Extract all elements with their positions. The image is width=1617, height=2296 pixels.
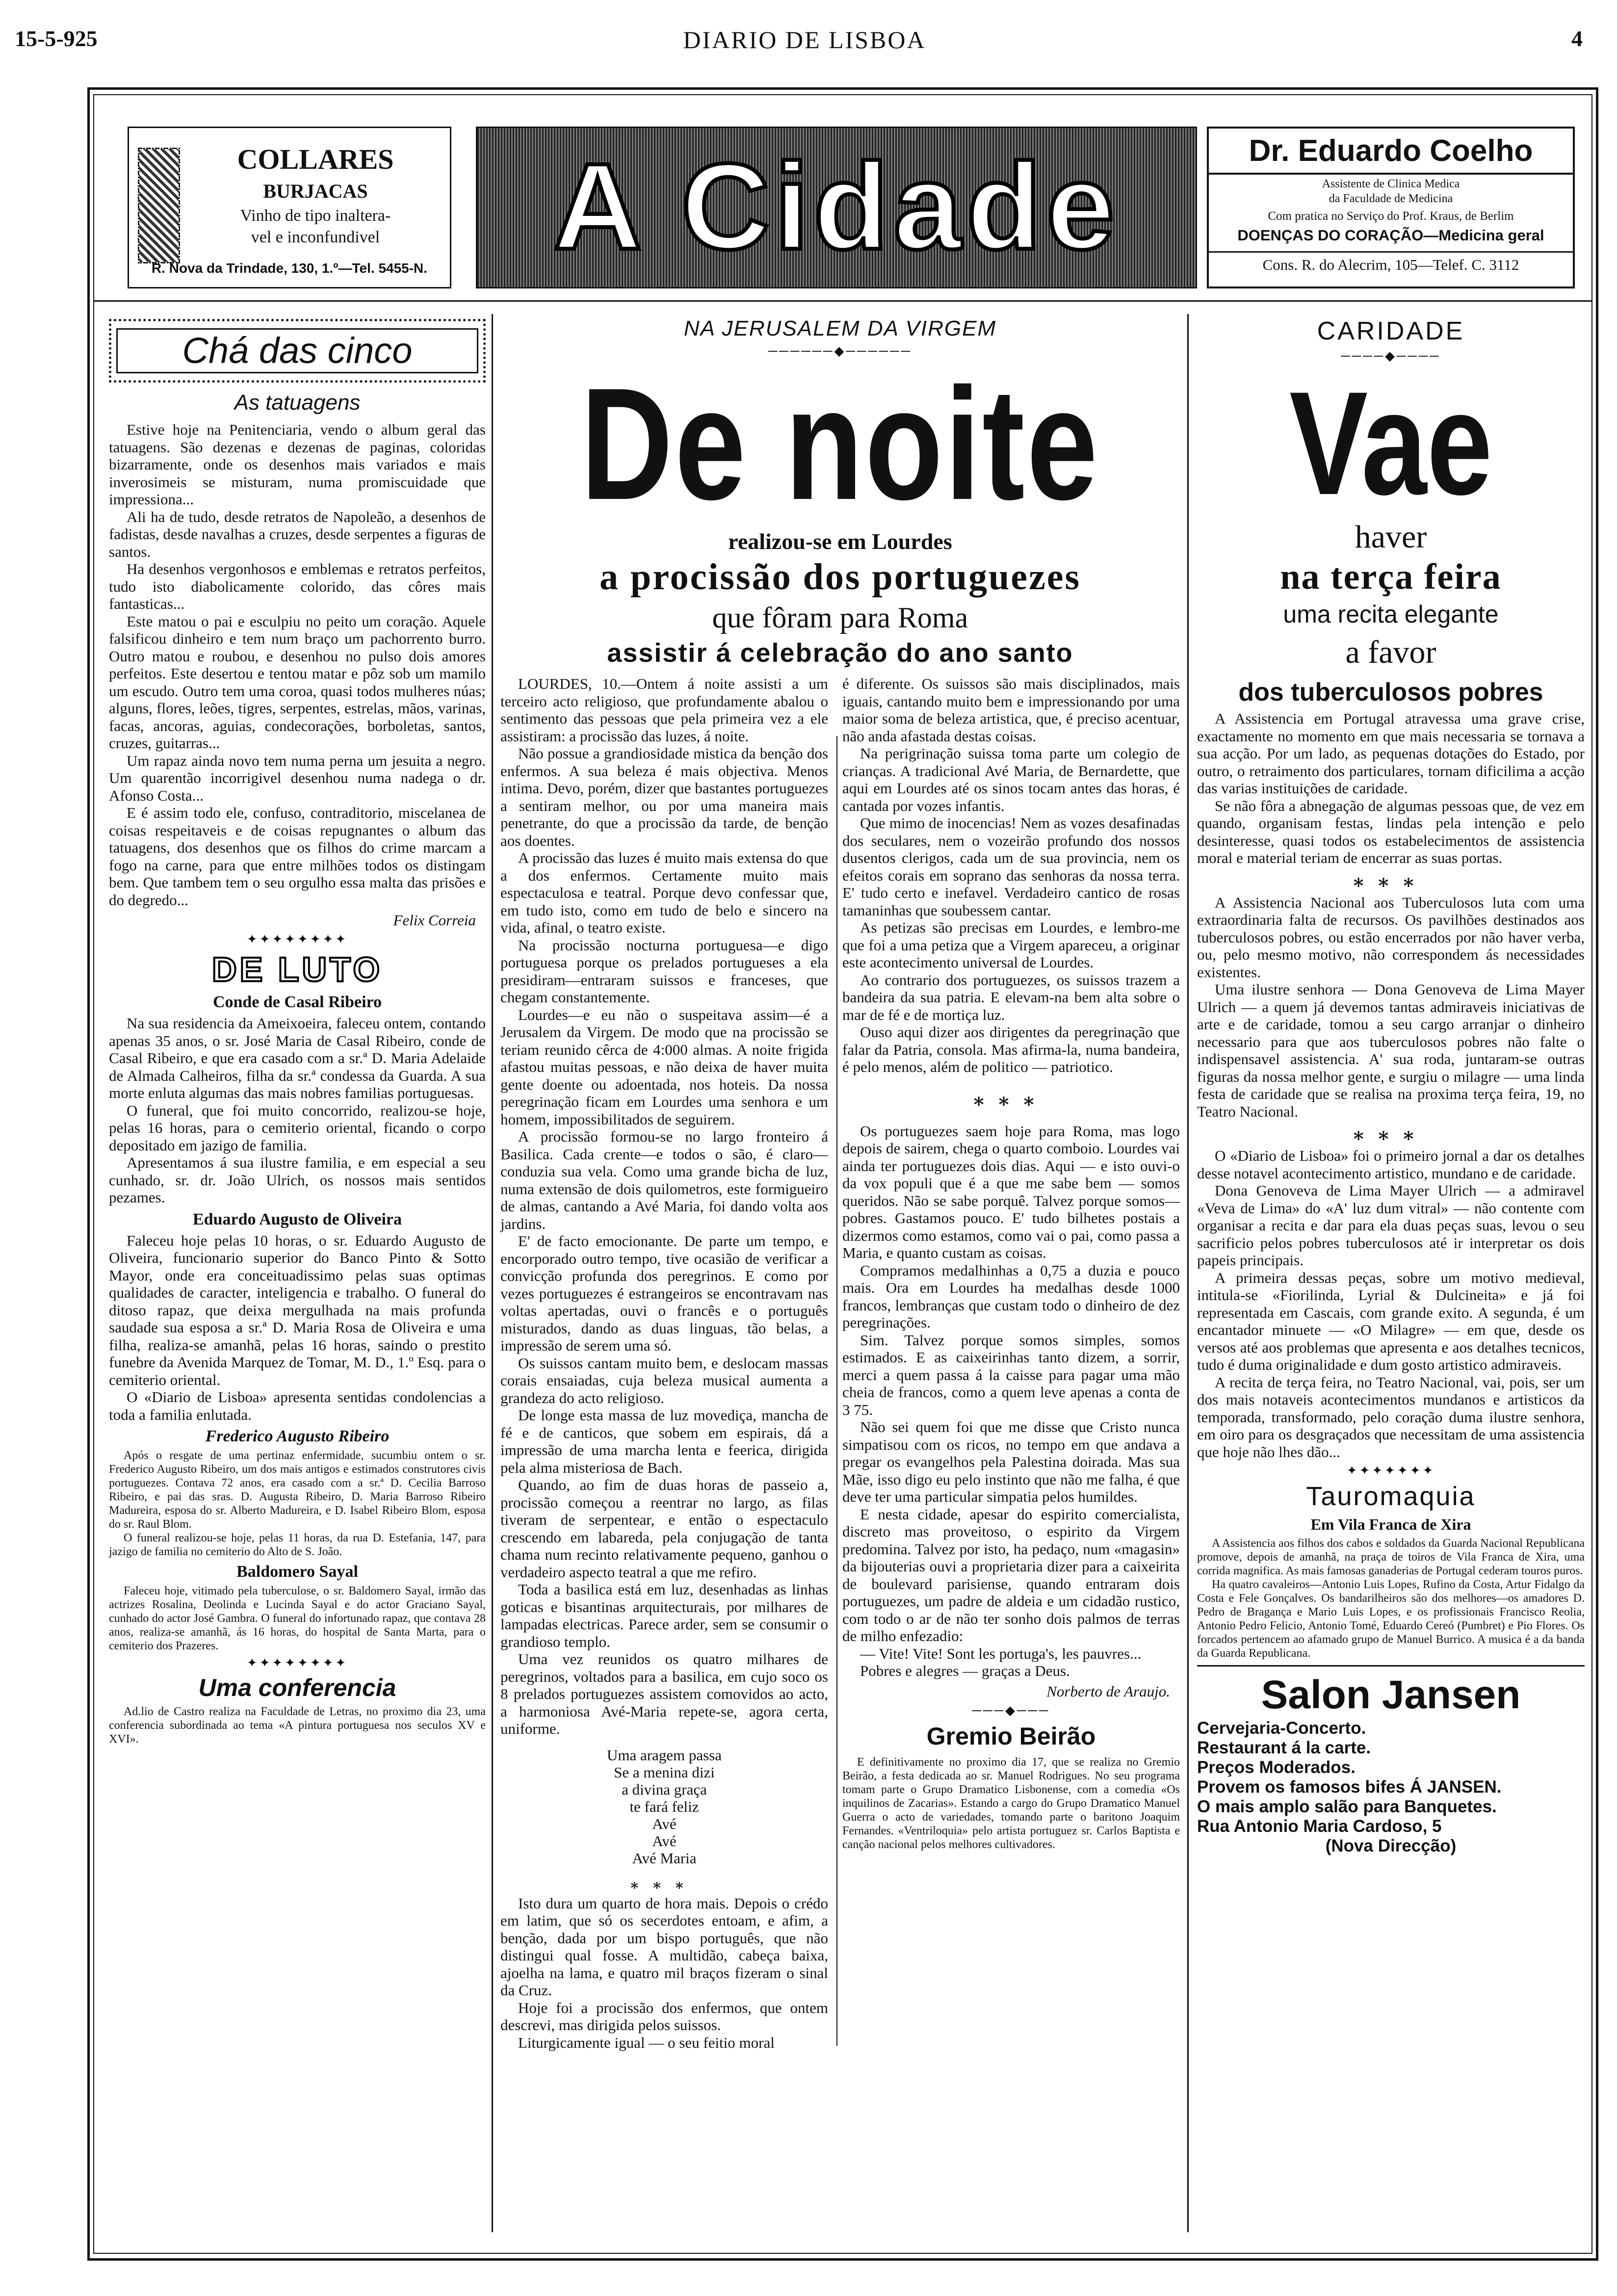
luto-title: DE LUTO [212, 950, 383, 989]
separator: ✦✦✦✦✦✦✦✦ [246, 932, 348, 946]
story-para: Não sei quem foi que me disse que Cristo nunca simpatisou com os ricos, no tempo em que andava a pregar os evangelhos pela Palestina doirada. Mas sua Mãe, isso digo eu pelo instinto que não me falha, é que deve ter uma particular simpatia pelos humildes. [842, 1418, 1180, 1505]
obit2-title: Eduardo Augusto de Oliveira [192, 1210, 402, 1228]
ad-doctor-line1: Assistente de Clinica Medica [1322, 178, 1460, 190]
story-para: E nesta cidade, apesar do espirito comercialista, discreto mas proveitoso, o espirito da Virgem predomina. Talvez por isto, ha pedaço, num «magasin» da bijouterias ouvi a proprietaria dizer para a caixeirita de boulevard parisiense, quando entraram dois portuguezes, um padre de aldeia e um cidadão rustico, com todo o ar de não ter sonho dois palmos de terras de milho enfezadio: [842, 1505, 1180, 1644]
tatuagens-p1: Estive hoje na Penitenciaria, vendo o album geral das tatuagens. São dezenas e dezenas de paginas, coloridas bizarramente, onde os desenhos mais variados e mais inverosimeis se misturam, numa promiscuidade que impressiona... [109, 421, 486, 508]
story-signature: Norberto de Araujo. [1046, 1682, 1170, 1700]
masthead-rule [93, 300, 1592, 302]
separator: ✦✦✦✦✦✦✦✦ [246, 1656, 348, 1670]
story-para: De longe esta massa de luz movediça, mancha de fé e de canticos, que sobem em espirais, dá a impressão de uma marcha lenta e feerica, dirigida pela alma misteriosa de Bach. [500, 1407, 828, 1476]
ad-collares-subtitle: BURJACAS [263, 180, 368, 202]
ad-collares-address: R. Nova da Trindade, 130, 1.º—Tel. 5455-N. [151, 261, 428, 276]
caridade-deck4: a favor [1345, 634, 1436, 670]
salon-line: Cervejaria-Concerto. [1197, 1719, 1366, 1738]
caridade-para: Dona Genoveva de Lima Mayer Ulrich — a admiravel «Veva de Lima» do «A' luz dum vitral» — não contente com organisar a recita e dar para ela duas peças suas, levou o seu sacrificio pelos pobres tuberculosos até ir interpretar os dois papeis principais. [1197, 1182, 1585, 1269]
obit1-text3: Apresentamos á sua ilustre familia, e em especial a seu cunhado, sr. dr. João Ulrich, os nossos mais sentidos pezames. [109, 1154, 486, 1206]
salon-title: Salon Jansen [1261, 1672, 1521, 1717]
column-main [500, 316, 1180, 2051]
story-para: Toda a basilica está em luz, desenhadas as linhas goticas e bisantinas arquitecturais, por milhares de lampadas electricas. Parece arder, sem se consumir o grandioso templo. [500, 1581, 828, 1650]
ave-maria-poem [500, 1747, 828, 1867]
obit3-title: Frederico Augusto Ribeiro [205, 1427, 390, 1445]
column-left [109, 319, 486, 1746]
tauromaquia-subtitle: Em Vila Franca de Xira [1310, 1515, 1471, 1533]
column-rule-2a [836, 736, 837, 2046]
story-para: Ouso aqui dizer aos dirigentes da peregrinação que falar da Patria, consola. Mas afirma-la, numa bandeira, é pelo menos, além de politico — patriotico. [842, 1023, 1180, 1075]
tauromaquia-text: A Assistencia aos filhos dos cabos e soldados da Guarda Nacional Republicana promove, depois de amanhã, na praça de toiros de Vila Franca de Xira, uma corrida magnifica. As mais famosas ganaderias de Portugal cederam touros puros. [1197, 1537, 1585, 1577]
separator: ───◆─── [972, 1703, 1050, 1718]
story-para: Isto dura um quarto de hora mais. Depois o crédo em latim, que só os secerdotes entoam, e afim, a benção, dada por um bispo português, que não distingui qual fosse. A multidão, cabeça baixa, ajoelha na lama, e quatro mil braços fizeram o sinal da Cruz. [500, 1894, 828, 1999]
poem-line: Uma aragem passa [606, 1746, 722, 1764]
ad-doctor-line3: Com pratica no Serviço do Prof. Kraus, de Berlim [1268, 209, 1514, 223]
ad-collares-line2: vel e inconfundivel [251, 228, 380, 246]
poem-line: Avé Maria [632, 1849, 697, 1867]
story-para: A procissão das luzes é muito mais extensa do que a dos enfermos. Certamente muito mais espectaculosa e teatral. Porque devo confessar que, em tudo isto, como em tudo de belo e sincero na vida, afinal, o teatro existe. [500, 849, 828, 936]
poem-line: te fará feliz [629, 1798, 699, 1815]
caridade-para: A primeira dessas peças, sobre um motivo medieval, intitula-se «Fiorilinda, Lyrial & Dulcineita» e já foi representada em Cascais, com grande exito. A segunda, é um encantador minuete — «O Milagre» — em que, desde os versos até aos problemas que apresenta e aos detalhes tecnicos, tudo é duma originalidade e dum gosto artistico admiraveis. [1197, 1269, 1585, 1373]
story-para: Uma vez reunidos os quatro milhares de peregrinos, voltados para a basilica, em cujo soco os 8 prelados portuguezes assistem comovidos ao acto, a harmoniosa Avé-Maria repete-se, agora certa, uniforme. [500, 1650, 828, 1737]
separator-stars: ⁎⁎⁎ [1353, 1122, 1429, 1145]
ad-doctor-line4: DOENÇAS DO CORAÇÃO—Medicina geral [1237, 227, 1544, 244]
tatuagens-title: As tatuagens [234, 391, 361, 415]
ad-doctor-rule2 [1209, 251, 1573, 253]
obit3-text: Após o resgate de uma pertinaz enfermidade, sucumbiu ontem o sr. Frederico Augusto Ribeiro, um dos mais antigos e estimados construtores civis portuguezes. Contava 72 anos, era casado com a sr.ª D. Cecilia Barroso Ribeiro, e pai das sras. D. Augusta Ribeiro, D. Maria Barroso Ribeiro Madureira, esposa do sr. Alberto Madureira, e D. Isabel Ribeiro Blom, esposa do sr. Raul Blom. [109, 1449, 486, 1531]
obit4-title: Baldomero Sayal [236, 1563, 358, 1581]
column-rule-1 [492, 314, 493, 2232]
separator-stars: ⁎⁎⁎ [630, 1876, 698, 1892]
caridade-headline: Vae [1289, 361, 1492, 525]
story-col-a [500, 675, 828, 2051]
story-para: é diferente. Os suissos são mais disciplinados, mais iguais, cantando muito bem e impressionando por uma maior soma de beleza artistica, que, é preciso acentuar, não anda afastada destas coisas. [842, 675, 1180, 745]
story-deck4: assistir á celebração do ano santo [607, 638, 1073, 668]
story-para: Não possue a grandiosidade mistica da benção dos enfermos. A sua beleza é mais objectiva. Menos intima. Devo, porém, dizer que bastantes portuguezes a sentiram melhor, ou por uma maneira mais penetrante, do que a procissão da tarde, de benção aos doentes. [500, 745, 828, 849]
poem-line: Avé [652, 1832, 677, 1850]
story-para: LOURDES, 10.—Ontem á noite assisti a um terceiro acto religioso, que profundamente abalou o sentimento das pessoas que pela primeira vez a ele assistiram: a procissão das luzes, á noite. [500, 675, 828, 745]
ad-doctor-name: Dr. Eduardo Coelho [1249, 134, 1533, 168]
story-para: Que mimo de inocencias! Nem as vozes desafinadas dos seculares, nem o vozeirão profundo dos nossos dusentos clerigos, cada um de sua provincia, nem os efeitos corais em soprano das senhoras da nossa terra. E' tudo certo e inefavel. Verdadeiro cantico de rosas tamaninhas que soubessem cantar. [842, 814, 1180, 919]
ad-doctor-line2: da Faculdade de Medicina [1329, 192, 1453, 205]
salon-line: Restaurant á la carte. [1197, 1738, 1371, 1757]
caridade-para: A Assistencia em Portugal atravessa uma grave crise, exactamente no momento em que mais necessaria se tornava a sua acção. Por um lado, as pequenas dotações do Estado, por outro, o retraimento dos particulares, tornam dificilima a acção das varias instituições de caridade. [1197, 710, 1585, 797]
gremio-title: Gremio Beirão [926, 1722, 1096, 1750]
column-rule-2 [1187, 314, 1189, 2232]
conferencia-text: Ad.lio de Castro realiza na Faculdade de Letras, no proximo dia 23, uma conferencia subordinada ao tema «A pintura portuguesa nos seculos XV e XVI». [109, 1705, 486, 1746]
story-para: Na procissão nocturna portuguesa—e digo portuguesa porque os prelados portugueses a ela presidiram—entraram suissos e franceses, que chegam constantemente. [500, 936, 828, 1006]
newspaper-name: DIARIO DE LISBOA [683, 26, 926, 53]
caridade-para: Se não fôra a abnegação de algumas pessoas que, de vez em quando, organisam festas, lindas pela intenção e pelo desinteresse, quasi todos os estabelecimentos de assistencia moral e material teriam de encerrar as suas portas. [1197, 797, 1585, 866]
story-para: — Vite! Vite! Sont les portuga's, les pauvres... [860, 1644, 1142, 1662]
story-para: Sim. Talvez porque somos simples, somos estimados. E as caixeirinhas tanto dizem, a sorrir, merci a quem passa á la caisse para pagar uma mão cheia de francos, como a quem leve apenas a conta de 3 75. [842, 1331, 1180, 1418]
tatuagens-signature: Felix Correia [393, 912, 476, 929]
separator: ────◆──── [1341, 349, 1441, 363]
ad-collares-line1: Vinho de tipo inaltera- [240, 207, 391, 225]
cha-das-cinco-box [109, 319, 486, 383]
tatuagens-p6: E é assim todo ele, confuso, contraditorio, miscelanea de coisas respeitaveis e de coisas repugnantes o album das tatuagens, dos desenhos que os filhos do crime marcam a fogo na carne, para que entre milhões todos os distingam bem. Que tambem tem o seu orgulho essa malta das prisões e do degredo... [109, 804, 486, 909]
story-para: Hoje foi a procissão dos enfermos, que ontem descrevi, mas dirigida pelos suissos. [500, 1999, 828, 2034]
obit1-text2: O funeral, que foi muito concorrido, realizou-se hoje, pelas 16 horas, para o cemiterio oriental, ficando o corpo depositado em jazigo de familia. [109, 1101, 486, 1154]
ad-doctor [1207, 127, 1575, 288]
salon-line: Provem os famosos bifes Á JANSEN. [1197, 1777, 1502, 1797]
ad-doctor-rule [1209, 173, 1573, 175]
tatuagens-p4: Este matou o pai e esculpiu no peito um coração. Aquele falsificou dinheiro e tem num braço um pachorrento burro. Outro matou e roubou, e desenhou no pulso dois amores perfeitos. Este desertou e tentou matar e pôz sob um mamilo um escudo. Outro tem uma coroa, quasi todos mulheres núas; alguns, flores, leões, tigres, serpentes, estrelas, mãos, varinas, facas, ancoras, aguias, condecorações, borboletas, santos, cruzes, guitarras... [109, 612, 486, 752]
obit1-title: Conde de Casal Ribeiro [212, 993, 382, 1011]
poem-line: Se a menina dizi [614, 1763, 715, 1781]
salon-line: O mais amplo salão para Banquetes. [1197, 1797, 1497, 1816]
story-deck2: a procissão dos portuguezes [599, 556, 1081, 598]
separator: ──────◆────── [768, 344, 913, 358]
separator-stars: ⁎⁎⁎ [973, 1088, 1049, 1110]
salon-line: Preços Moderados. [1197, 1758, 1356, 1777]
story-para: Compramos medalhinhas a 0,75 a duzia e pouco mais. Ora em Lourdes ha medalhas desde 1000 francos, lembranças que custam todo o dinheiro de dez peregrinações. [842, 1261, 1180, 1331]
story-para: Liturgicamente igual — o seu feitio moral [518, 2034, 775, 2051]
caridade-para: A Assistencia Nacional aos Tuberculosos luta com uma extraordinaria falta de recursos. Os pavilhões destinados aos tuberculosos pobres, ou estão encerrados por não haver verba, ou, pelo mesmo motivo, não correspondem ás necessidades existentes. [1197, 893, 1585, 981]
story-para: As petizas são precisas em Lourdes, e lembro-me que foi a uma petiza que a Virgem apareceu, a originar este acontecimento universal de Lourdes. [842, 919, 1180, 971]
masthead-title: A Cidade [553, 138, 1120, 275]
salon-note: (Nova Direcção) [1325, 1836, 1457, 1855]
salon-rule [1197, 1665, 1585, 1667]
obit1-text: Na sua residencia da Ameixoeira, faleceu ontem, contando apenas 35 anos, o sr. José Maria de Casal Ribeiro, conde de Casal Ribeiro, e que era casado com a sr.ª D. Maria Adelaide de Almada Calheiros, filha da sr.ª condessa da Guarda. A sua morte enluta algumas das mais nobres familias portuguesas. [109, 1015, 486, 1101]
tatuagens-p5: Um rapaz ainda novo tem numa perna um jesuita a negro. Um quarentão incorrigivel desenhou numa nadega o dr. Afonso Costa... [109, 752, 486, 804]
story-para: Ao contrario dos portuguezes, os suissos trazem a bandeira da sua patria. E elevam-na bem alta sobre o mar de fé e de mortiça luz. [842, 971, 1180, 1023]
ad-collares-title: COLLARES [237, 143, 394, 175]
story-para: A procissão formou-se no largo fronteiro á Basilica. Cada crente—e todos o são, é claro—conduzia sua vela. Como uma grande bicha de luz, numa extensão de dois quilometros, este formigueiro de almas, cantando a Avé Maria, foi dando volta aos jardins. [500, 1128, 828, 1232]
caridade-deck1: haver [1355, 519, 1427, 555]
page-number: 4 [1571, 26, 1583, 51]
ad-salon-jansen [1197, 1671, 1585, 1856]
story-para: Na perigrinação suissa toma parte um colegio de crianças. A tradicional Avé Maria, de Bernardette, que aqui em Lourdes até os sinos tocam antes das horas, é cantada por vozes infantis. [842, 745, 1180, 814]
caridade-para: O «Diario de Lisboa» foi o primeiro jornal a dar os detalhes desse notavel acontecimento artistico, mundano e de caridade. [1197, 1147, 1585, 1182]
story-para: Lourdes—e eu não o suspeitava assim—é a Jerusalem da Virgem. De modo que na procissão se teriam reunido cêrca de 4:000 almas. A noite frigida afastou muitas pessoas, e não deixa de haver muita gente doente ou adoentada, nos hoteis. Da nossa peregrinação ficam em Lourdes uma senhora e um homem, impossibilitados de seguirem. [500, 1006, 828, 1128]
salon-line: Rua Antonio Maria Cardoso, 5 [1197, 1817, 1442, 1836]
story-para: Os portuguezes saem hoje para Roma, mas logo depois de sairem, chega o quarto comboio. Lourdes vai ainda ter portuguezes dois dias. Aqui — e isto ouvi-o da vox populi que é a que me sabe bem — somos queridos. Não se sabe porquê. Talvez porque somos—pobres. Gastamos pouco. E' tudo bilhetes postais a dizermos como estamos, como vai o pai, como passa a Maria, e quanto custam as coisas. [842, 1122, 1180, 1261]
caridade-para: Uma ilustre senhora — Dona Genoveva de Lima Mayer Ulrich — a quem já devemos tantas admiraveis iniciativas de arte e de caridade, tomou a seu cargo arranjar o dinheiro necessario para que aos tuberculosos pobres não falte o indispensavel assistencia. A' sua roda, juntaram-se outras figuras da nossa melhor gente, e surgiu o milagre — uma linda festa de caridade que se realisa na proxima terça feira, 19, no Teatro Nacional. [1197, 981, 1585, 1120]
caridade-para: A recita de terça feira, no Teatro Nacional, vai, pois, ser um dos mais notaveis acontecimentos mundanos e artisticos da temporada, transformado, pelo coração duma ilustre senhora, em oiro para os desgraçados que necessitam de uma assistencia que hoje não lhes dão... [1197, 1373, 1585, 1461]
separator-stars: ⁎⁎⁎ [1353, 869, 1429, 891]
tatuagens-p2: Ali ha de tudo, desde retratos de Napoleão, a desenhos de fadistas, desde navalhas a cruzes, desde serpentes a figuras de santos. [109, 508, 486, 560]
obit3-text2: O funeral realizou-se hoje, pelas 11 horas, da rua D. Estefania, 147, para jazigo de familia no cemiterio do Alto de S. João. [109, 1532, 486, 1558]
column-right [1197, 316, 1585, 1856]
story-deck3: que fôram para Roma [712, 601, 968, 634]
obit2-text: Faleceu hoje pelas 10 horas, o sr. Eduardo Augusto de Oliveira, funcionario superior do Banco Pinto & Sotto Mayor, onde era conceituadissimo pelas suas optimas qualidades de caracter, inteligencia e trabalho. O funeral do ditoso rapaz, que deixa mergulhada na mais profunda saudade sua esposa a sr.ª D. Maria Rosa de Oliveira e uma filha, realiza-se amanhã, pelas 16 horas, saindo o prestito funebre da Avenida Marquez de Tomar, M. D., 1.º Esq. para o cemiterio oriental. [109, 1231, 486, 1388]
obit2-text2: O «Diario de Lisboa» apresenta sentidas condolencias a toda a familia enlutada. [109, 1388, 486, 1423]
story-deck1: realizou-se em Lourdes [728, 529, 952, 554]
obit4-text: Faleceu hoje, vitimado pela tuberculose, o sr. Baldomero Sayal, irmão das actrizes Rosalina, Deolinda e Lucinda Sayal e do actor Graciano Sayal, cunhado do actor José Gambra. O funeral do infortunado rapaz, que contava 28 anos, realiza-se amanhã, ás 16 horas, do hospital de Santa Marta, para o cemiterio dos Prazeres. [109, 1585, 486, 1652]
story-para: Quando, ao fim de duas horas de passeio a, procissão começou a reentrar no largo, as filas tiveram de serpentear, e então o espectaculo crescendo em labareda, pela conjugação de tanta chama num recinto relativamente pequeno, ganhou o verdadeiro aspecto teatral a que me refiro. [500, 1476, 828, 1581]
cha-das-cinco-title: Chá das cinco [116, 328, 478, 373]
issue-date: 15-5-925 [15, 26, 98, 51]
tauromaquia-text2: Ha quatro cavaleiros—Antonio Luis Lopes, Rufino da Costa, Artur Fidalgo da Costa e Fele Gonçalves. Os bandarilheiros são dos melhores—os amadores D. Pedro de Bragança e Mario Luis Lopes, e os profissionais Francisco Reolia, Antonio Pedro Felicio, Antonio Tomé, Eduardo Cereó (Pumbret) e Pio Flores. Os forcados pertencem ao afamado grupo de Manuel Burrico. A musica é a da banda da Guarda Republicana. [1197, 1578, 1585, 1660]
conferencia-title: Uma conferencia [198, 1674, 396, 1701]
caridade-deck2: na terça feira [1280, 557, 1502, 597]
tatuagens-p3: Ha desenhos vergonhosos e emblemas e retratos perfeitos, tudo isto diabolicamente colorido, das côres mais fantasticas... [109, 560, 486, 612]
caridade-kicker: CARIDADE [1317, 317, 1465, 345]
ad-collares [128, 127, 451, 288]
poem-line: Avé [652, 1815, 677, 1832]
ad-doctor-line5: Cons. R. do Alecrim, 105—Telef. C. 3112 [1262, 256, 1519, 273]
story-para: E' de facto emocionante. De parte um tempo, e encorporado outro tempo, tive ocasião de verificar a convicção profunda dos peregrinos. E como por vezes portuguezes é estrangeiros se encontravam nas voltas apertadas, ouvi o francês e o português misturados, dando as duas linguas, tão belas, a impressão de serem uma só. [500, 1232, 828, 1354]
gremio-text: E definitivamente no proximo dia 17, que se realiza no Gremio Beirão, a festa dedicada ao sr. Manuel Rodrigues. No seu programa tomam parte o Grupo Dramatico Lisbonense, com a comedia «Os inquilinos de Zacarias». Estando a cargo do Grupo Dramatico Manuel Guerra o acto de variedades, tomando parte o baritono Joaquim Fernandes. «Ventriloquia» pelo artista portuguez sr. Carlos Baptista e canção nacional pelos melhores cultivadores. [842, 1755, 1180, 1851]
story-col-b [842, 675, 1180, 1852]
masthead [476, 127, 1197, 288]
page-header [0, 0, 1617, 54]
story-kicker: NA JERUSALEM DA VIRGEM [683, 316, 997, 340]
story-para: Pobres e alegres — graças a Deus. [860, 1662, 1070, 1679]
grapes-icon [138, 148, 180, 263]
caridade-deck3: uma recita elegante [1283, 600, 1499, 628]
story-headline: De noite [580, 355, 1100, 533]
separator: ✦✦✦✦✦✦✦ [1346, 1463, 1435, 1478]
tauromaquia-title: Tauromaquia [1306, 1482, 1476, 1511]
caridade-deck5: dos tuberculosos pobres [1238, 678, 1543, 706]
poem-line: a divina graça [622, 1780, 707, 1798]
story-para: Os suissos cantam muito bem, e deslocam massas corais ensaiadas, cuja beleza musical aumenta a grandeza do acto religioso. [500, 1354, 828, 1407]
